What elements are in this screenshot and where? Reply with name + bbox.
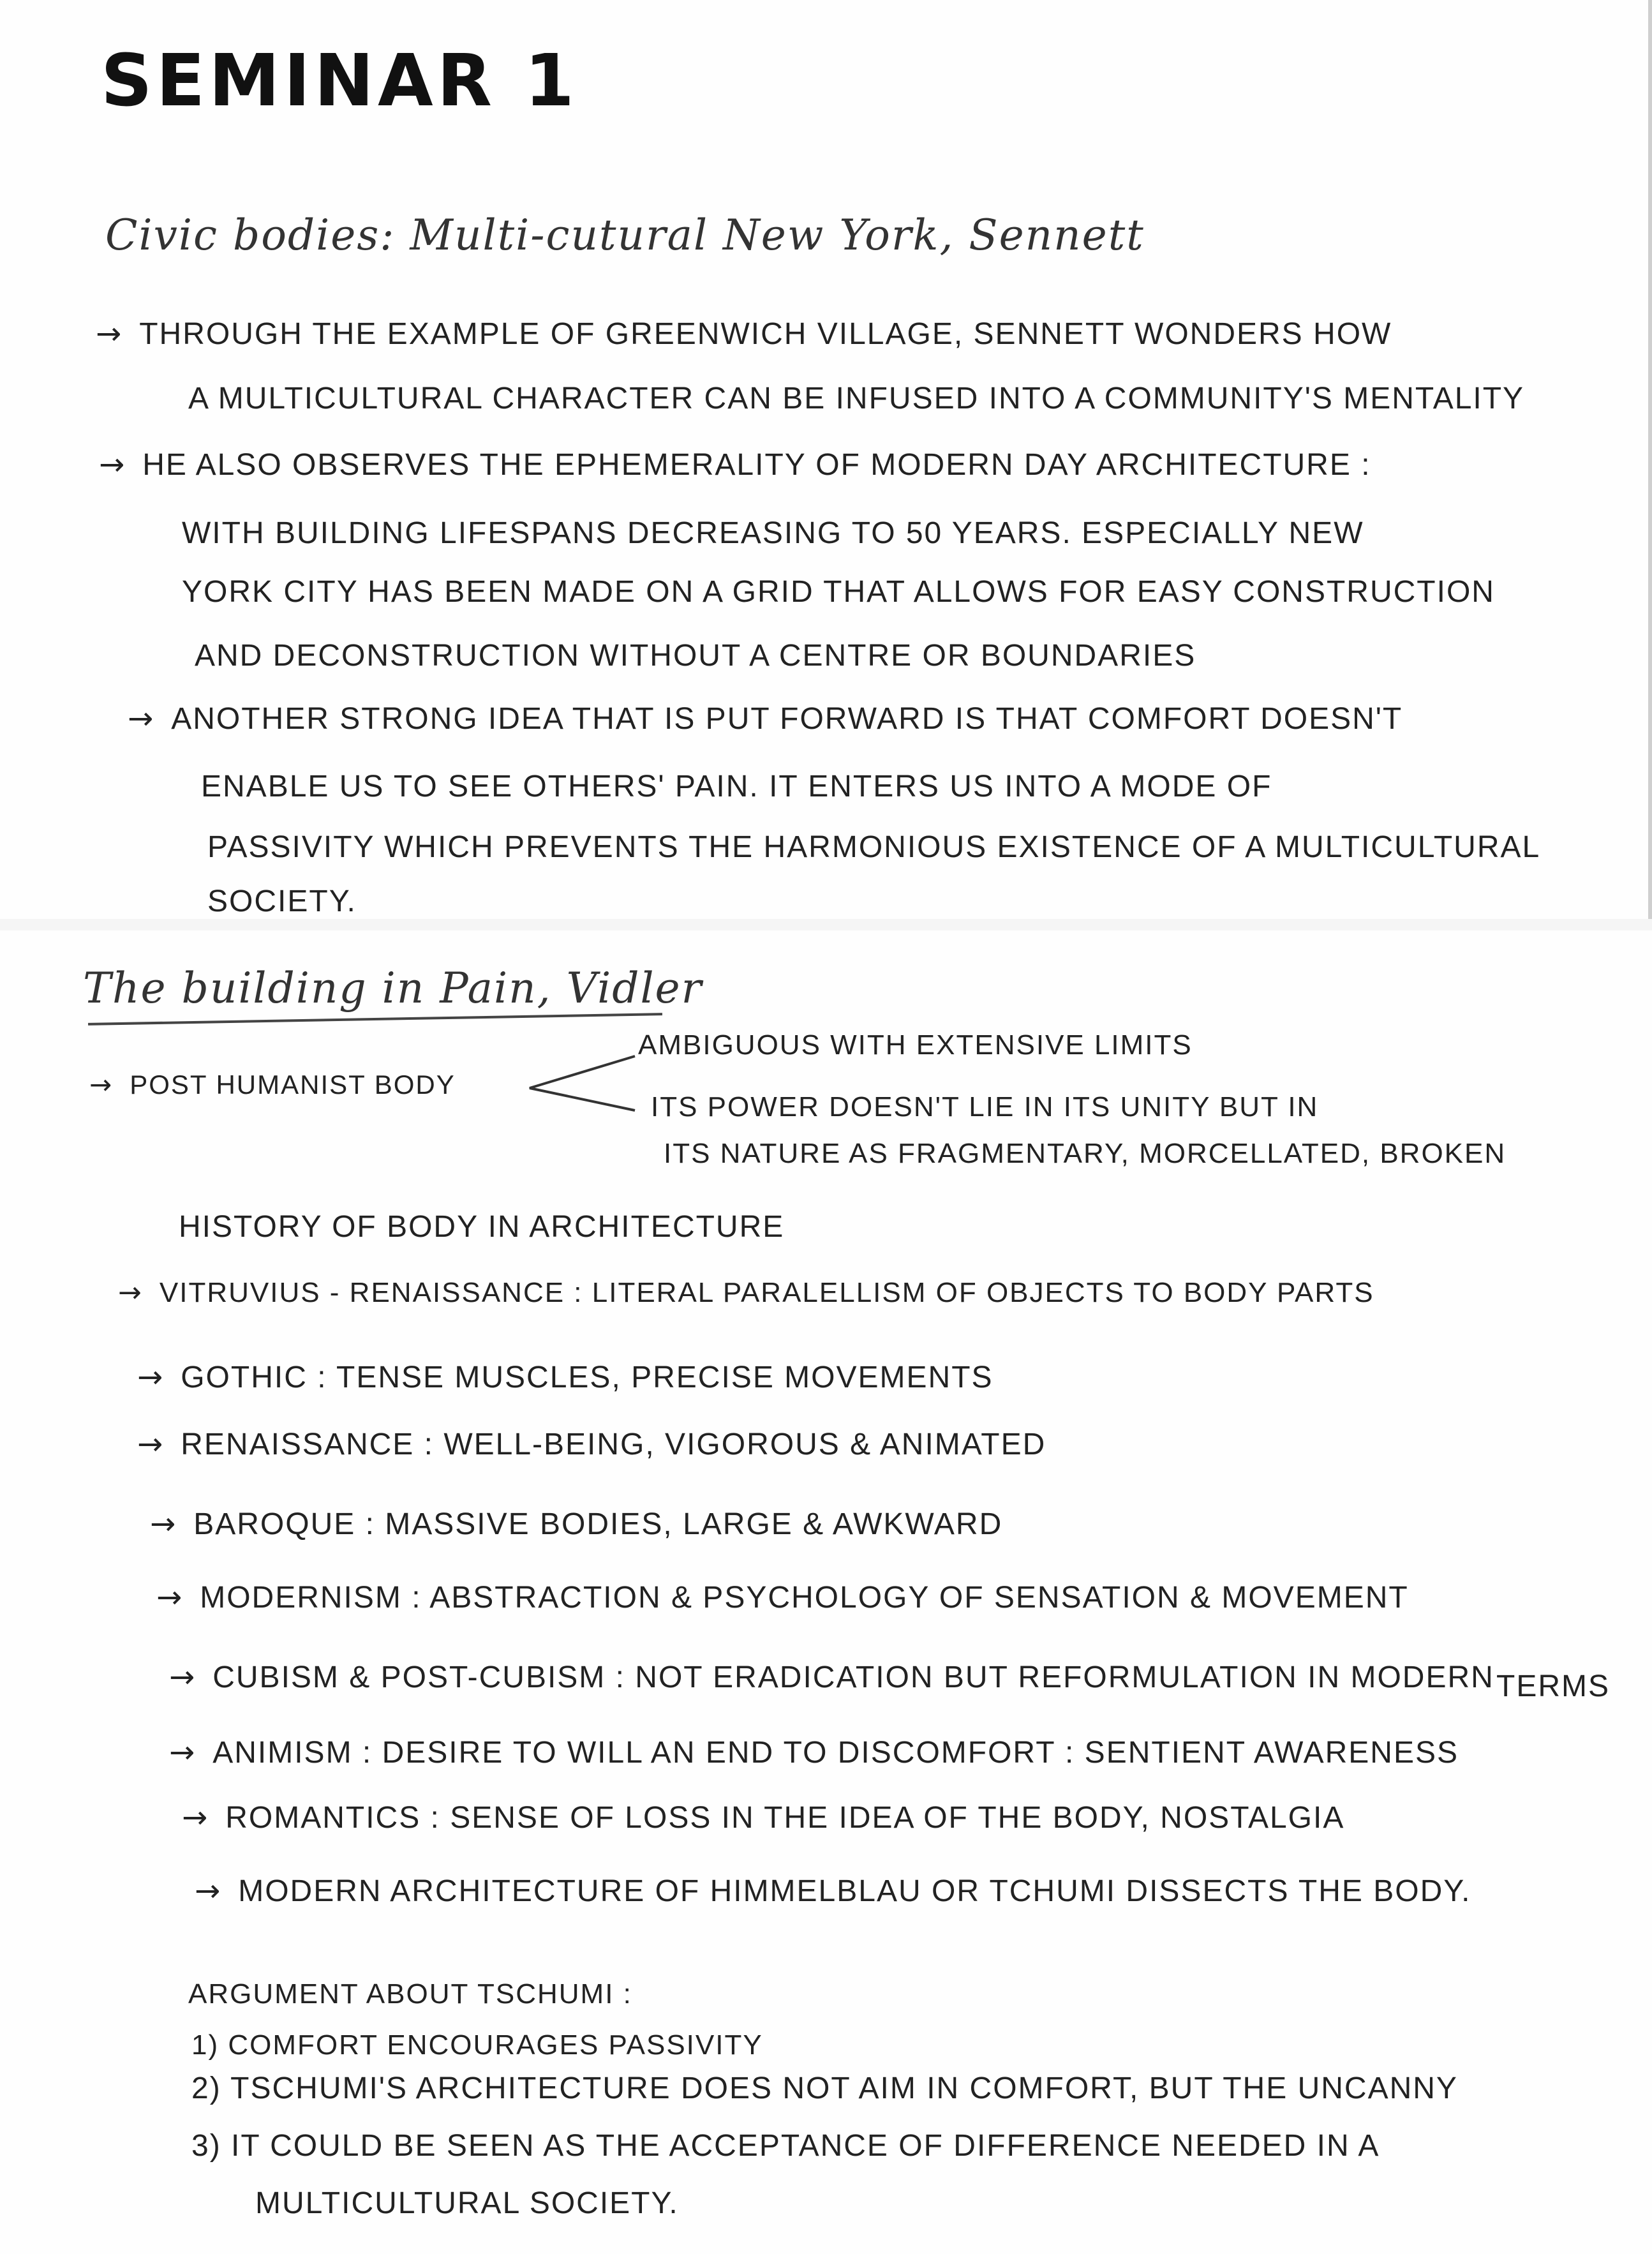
note-line: → THROUGH THE EXAMPLE OF GREENWICH VILLAGE, SENNETT WONDERS HOW xyxy=(96,316,1392,352)
post-humanist-label: → POST HUMANIST BODY xyxy=(89,1069,456,1100)
arrow-icon: → xyxy=(156,1579,184,1615)
arrow-icon: → xyxy=(99,447,126,482)
arrow-icon: → xyxy=(195,1873,222,1909)
history-item: → MODERNISM : ABSTRACTION & PSYCHOLOGY OF SENSATION & MOVEMENT xyxy=(156,1579,1409,1615)
arrow-icon: → xyxy=(169,1659,197,1695)
section1-heading: Civic bodies: Multi-cutural New York, Sennett xyxy=(105,211,1145,260)
history-item: → BAROQUE : MASSIVE BODIES, LARGE & AWKWARD xyxy=(150,1506,1003,1542)
history-item: → VITRUVIUS - RENAISSANCE : LITERAL PARALELLISM OF OBJECTS TO BODY PARTS xyxy=(118,1276,1374,1309)
branch-item: ITS NATURE AS FRAGMENTARY, MORCELLATED, BROKEN xyxy=(664,1138,1507,1169)
argument-item: 2) TSCHUMI'S ARCHITECTURE DOES NOT AIM IN COMFORT, BUT THE UNCANNY xyxy=(191,2071,1458,2105)
note-line: SOCIETY. xyxy=(207,884,357,918)
note-line: YORK CITY HAS BEEN MADE ON A GRID THAT ALLOWS FOR EASY CONSTRUCTION xyxy=(182,575,1495,609)
heading-underline xyxy=(88,1013,662,1026)
note-line: WITH BUILDING LIFESPANS DECREASING TO 50 YEARS. ESPECIALLY NEW xyxy=(182,516,1364,550)
arrow-icon: → xyxy=(118,1276,143,1309)
arrow-icon: → xyxy=(150,1506,177,1542)
arrow-icon: → xyxy=(89,1069,114,1100)
history-item: → MODERN ARCHITECTURE OF HIMMELBLAU OR TCHUMI DISSECTS THE BODY. xyxy=(195,1873,1471,1909)
arrow-icon: → xyxy=(96,316,123,352)
history-item: → ANIMISM : DESIRE TO WILL AN END TO DISCOMFORT : SENTIENT AWARENESS xyxy=(169,1735,1459,1770)
branch-brace-icon xyxy=(523,1050,638,1126)
note-line: → HE ALSO OBSERVES THE EPHEMERALITY OF MODERN DAY ARCHITECTURE : xyxy=(99,447,1371,482)
branch-item: AMBIGUOUS WITH EXTENSIVE LIMITS xyxy=(638,1029,1193,1061)
branch-item: ITS POWER DOESN'T LIE IN ITS UNITY BUT IN xyxy=(651,1091,1319,1123)
history-item: → CUBISM & POST-CUBISM : NOT ERADICATION BUT REFORMULATION IN MODERN xyxy=(169,1659,1494,1695)
history-item: TERMS xyxy=(1496,1669,1610,1703)
note-line: ENABLE US TO SEE OTHERS' PAIN. IT ENTERS US INTO A MODE OF xyxy=(201,770,1272,803)
section2-heading: The building in Pain, Vidler xyxy=(83,964,703,1013)
argument-item: 1) COMFORT ENCOURAGES PASSIVITY xyxy=(191,2029,763,2061)
history-item: → GOTHIC : TENSE MUSCLES, PRECISE MOVEMENTS xyxy=(137,1359,993,1395)
arrow-icon: → xyxy=(137,1426,165,1462)
scan-edge xyxy=(1648,0,1652,919)
arrow-icon: → xyxy=(169,1735,197,1770)
page-title: SEMINAR 1 xyxy=(101,40,578,123)
history-heading: HISTORY OF BODY IN ARCHITECTURE xyxy=(179,1210,785,1244)
arrow-icon: → xyxy=(128,701,155,736)
page-seam xyxy=(0,919,1652,930)
history-item: → RENAISSANCE : WELL-BEING, VIGOROUS & ANIMATED xyxy=(137,1426,1046,1462)
argument-item: 3) IT COULD BE SEEN AS THE ACCEPTANCE OF DIFFERENCE NEEDED IN A xyxy=(191,2129,1380,2163)
argument-heading: ARGUMENT ABOUT TSCHUMI : xyxy=(188,1978,632,2010)
argument-item: MULTICULTURAL SOCIETY. xyxy=(255,2186,679,2220)
arrow-icon: → xyxy=(182,1800,209,1835)
note-line: → ANOTHER STRONG IDEA THAT IS PUT FORWARD IS THAT COMFORT DOESN'T xyxy=(128,701,1403,736)
note-line: AND DECONSTRUCTION WITHOUT A CENTRE OR BOUNDARIES xyxy=(195,639,1196,673)
note-line: PASSIVITY WHICH PREVENTS THE HARMONIOUS EXISTENCE OF A MULTICULTURAL xyxy=(207,830,1541,864)
note-line: A MULTICULTURAL CHARACTER CAN BE INFUSED INTO A COMMUNITY'S MENTALITY xyxy=(188,382,1525,415)
arrow-icon: → xyxy=(137,1359,165,1395)
history-item: → ROMANTICS : SENSE OF LOSS IN THE IDEA OF THE BODY, NOSTALGIA xyxy=(182,1800,1345,1835)
